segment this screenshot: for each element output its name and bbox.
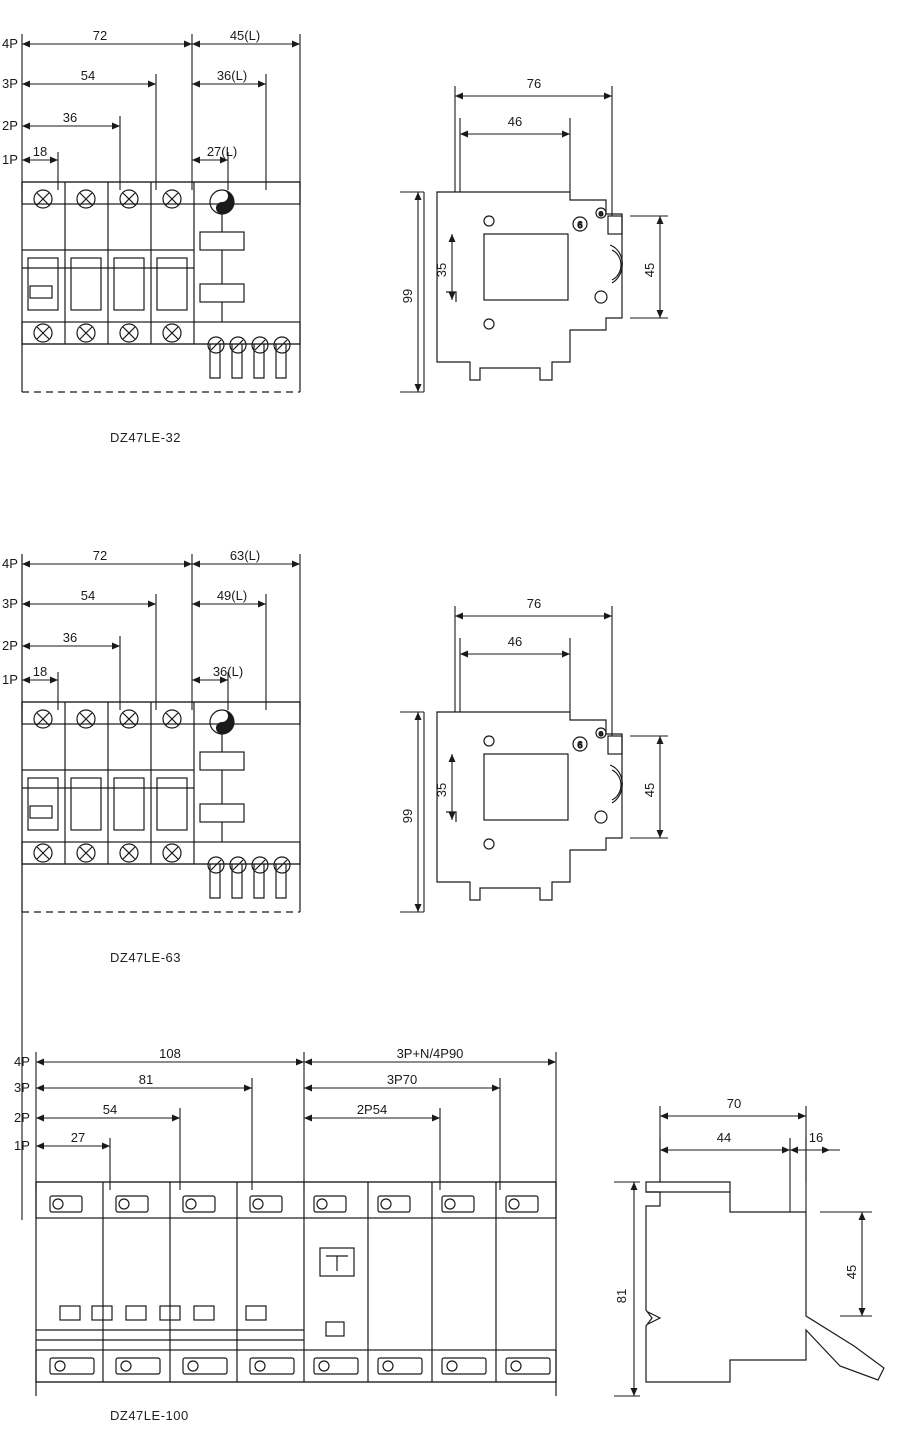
- dim-4p-width: 108: [159, 1046, 181, 1061]
- pole-label-2p: 2P: [2, 638, 18, 653]
- side-dim-76: 76: [526, 76, 542, 91]
- figure-2-drawing: [0, 520, 900, 990]
- dim-1p-leakage: 36(L): [212, 664, 244, 679]
- dim-4p-width: 72: [92, 28, 108, 43]
- dim-2p-width: 36: [62, 110, 78, 125]
- dim-1p-width: 18: [32, 664, 48, 679]
- side-dim-76: 76: [526, 596, 542, 611]
- dim-1p-width: 18: [32, 144, 48, 159]
- dim-2p-leakage: 2P54: [356, 1102, 388, 1117]
- dim-4p-leakage: 3P+N/4P90: [396, 1046, 464, 1061]
- side-dim-16: 16: [808, 1130, 824, 1145]
- pole-label-1p: 1P: [2, 672, 18, 687]
- side-dim-44: 44: [716, 1130, 732, 1145]
- side-dim-99: 99: [400, 288, 415, 304]
- dim-3p-width: 54: [80, 68, 96, 83]
- pole-label-3p: 3P: [14, 1080, 30, 1095]
- dim-3p-width: 54: [80, 588, 96, 603]
- side-dim-99: 99: [400, 808, 415, 824]
- side-dim-46: 46: [507, 634, 523, 649]
- side-dim-46: 46: [507, 114, 523, 129]
- figure-3-drawing: [0, 1030, 900, 1430]
- dim-4p-leakage: 63(L): [229, 548, 261, 563]
- side-mark-6: 6: [577, 740, 583, 750]
- pole-label-4p: 4P: [2, 36, 18, 51]
- side-dim-45: 45: [642, 262, 657, 278]
- figure-dz47le-32: [0, 0, 900, 470]
- dim-1p-width: 27: [70, 1130, 86, 1145]
- side-dim-45: 45: [844, 1264, 859, 1280]
- pole-label-2p: 2P: [2, 118, 18, 133]
- side-dim-45: 45: [642, 782, 657, 798]
- dim-4p-leakage: 45(L): [229, 28, 261, 43]
- dim-4p-width: 72: [92, 548, 108, 563]
- side-mark-e: e: [598, 729, 604, 738]
- side-dim-70: 70: [726, 1096, 742, 1111]
- figure-1-drawing: [0, 0, 900, 470]
- side-mark-e: e: [598, 209, 604, 218]
- dim-3p-width: 81: [138, 1072, 154, 1087]
- dim-1p-leakage: 27(L): [206, 144, 238, 159]
- pole-label-1p: 1P: [2, 152, 18, 167]
- dim-2p-width: 36: [62, 630, 78, 645]
- figure-1-caption: DZ47LE-32: [110, 430, 181, 445]
- figure-dz47le-63: [0, 520, 900, 990]
- side-dim-35: 35: [434, 782, 449, 798]
- dim-3p-leakage: 36(L): [216, 68, 248, 83]
- pole-label-4p: 4P: [2, 556, 18, 571]
- figure-3-caption: DZ47LE-100: [110, 1408, 189, 1423]
- dim-3p-leakage: 49(L): [216, 588, 248, 603]
- pole-label-4p: 4P: [14, 1054, 30, 1069]
- figure-2-caption: DZ47LE-63: [110, 950, 181, 965]
- pole-label-1p: 1P: [14, 1138, 30, 1153]
- dim-3p-leakage: 3P70: [386, 1072, 418, 1087]
- dim-2p-width: 54: [102, 1102, 118, 1117]
- side-mark-6: 6: [577, 220, 583, 230]
- figure-dz47le-100: [0, 1030, 900, 1430]
- side-dim-81: 81: [614, 1288, 629, 1304]
- pole-label-3p: 3P: [2, 596, 18, 611]
- side-dim-35: 35: [434, 262, 449, 278]
- pole-label-3p: 3P: [2, 76, 18, 91]
- pole-label-2p: 2P: [14, 1110, 30, 1125]
